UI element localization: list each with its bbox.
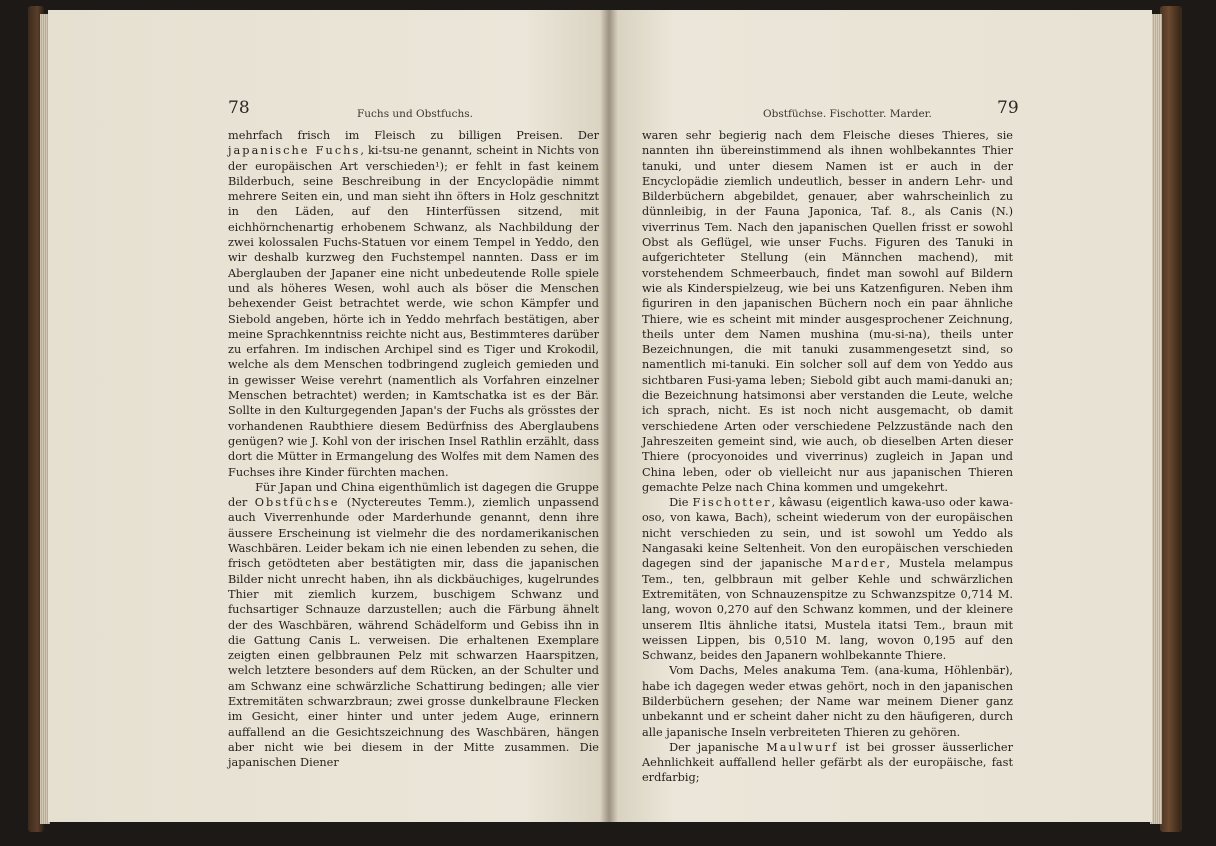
book-gutter — [600, 10, 618, 822]
text-run: Die — [669, 496, 693, 510]
text-run: ist bei grosser äusserlicher Aehnlichkeit auffallend heller gefärbt als der europäische, fast erdfarbig; — [642, 740, 1013, 785]
text-run: Für Japan und China eigenthümlich ist dagegen die Gruppe der — [228, 480, 599, 510]
text-run: waren sehr begierig nach dem Fleische dieses Thieres, sie nannten ihn übereinstimmend als ihnen wohlbekanntes Thier tanuki, und unter diesem Namen ist er auch in der Encyclopädie ziemlich undeutlich, besser in andern Lehr- und Bilderbüchern abgebildet, genauer, aber wahrscheinlich zu dünnleibig, in der Fauna Japonica, Taf. 8., als Canis (N.) viverrinus Tem. Nach den japanischen Quellen frisst er sowohl Obst als Geflügel, wie unser Fuchs. Figuren des Tanuki in aufgerichteter Stellung (ein Männchen machend), mit vorstehendem Schmeerbauch, findet man sowohl auf Bildern wie als Kinderspielzeug, wie bei uns Katzenfiguren. Neben ihm figuriren in den japanischen Büchern noch ein paar ähnliche Thiere, wie es scheint mit minder ausgesprochener Zeichnung, theils unter dem Namen mushina (mu-si-na), theils unter Bezeichnungen, die mit tanuki zusammengesetzt sind, so namentlich mi-tanuki. Ein solcher soll auf dem von Yeddo aus sichtbaren Fusi-yama leben; Siebold gibt auch mami-danuki an; die Bezeichnung hatsimonsi aber verstanden die Leute, welche ich sprach, nicht. Es ist noch nicht ausgemacht, ob damit verschiedene Arten oder verschiedene Pelzzustände nach den Jahreszeiten gemeint sind, wie auch, ob dieselben Arten dieser Thiere (procyonoides und viverrinus) zugleich in Japan und China leben, oder ob vielleicht nur aus japanischen Thieren gemachte Pelze nach China kommen und umgekehrt. — [642, 129, 1013, 494]
text-run: , Mustela melampus Tem., ten, gelbbraun mit gelber Kehle und schwärzlichen Extremitäten, von Schnauzenspitze zu Schwanzspitze 0,714 M. lang, wovon 0,270 auf den Schwanz kommen, und der kleinere unserem Iltis ähnliche itatsi, Mustela itatsi Tem., braun mit weissen Lippen, bis 0,510 M. lang, wovon 0,195 auf den Schwanz, beides den Japanern wohlbekannte Thiere. — [642, 557, 1013, 663]
text-run: (Nyctereutes Temm.), ziemlich unpassend auch Viverrenhunde oder Marderhunde genannt, denn ihre äussere Erscheinung ist vielmehr die des nordamerikanischen Waschbären. Leider bekam ich nie einen lebenden zu sehen, die frisch getödteten aber bestätigten mir, dass die japanischen Bilder nicht unrecht haben, ihn als dickbäuchiges, kugelrundes Thier mit ziemlich kurzem, buschigem Schwanz und fuchsartiger Schnauze darzustellen; auch die Färbung ähnelt der des Waschbären, während Schädelform und Gebiss ihn in die Gattung Canis L. verweisen. Die erhaltenen Exemplare zeigten einen gelbbraunen Pelz mit schwarzen Haarspitzen, welch letztere besonders auf dem Rücken, an der Schulter und am Schwanz eine schwärzliche Schattirung bedingen; alle vier Extremitäten schwarzbraun; zwei grosse dunkelbraune Flecken im Gesicht, einer hinter und unter jedem Auge, erinnern auffallend an die Gesichtszeichnung des Waschbären, hängen aber nicht wie bei diesem in der Mitte zusammen. Die japanischen Diener — [228, 496, 599, 770]
paragraph — [642, 495, 1013, 663]
spaced-term: Marder — [831, 557, 887, 571]
right-running-head: Obstfüchse. Fischotter. Marder. — [763, 108, 932, 120]
book-cover-right — [1160, 6, 1182, 832]
text-run: , kâwasu (eigentlich kawa-uso oder kawa-oso, von kawa, Bach), scheint wiederum von der europäischen nicht verschieden zu sein, und ist sowohl um Yeddo als Nangasaki keine Seltenheit. Von den europäischen verschieden dagegen sind der japanische — [642, 496, 1014, 571]
left-page-number: 78 — [228, 98, 250, 118]
left-running-head: Fuchs und Obstfuchs. — [357, 108, 473, 120]
left-page-text — [228, 128, 599, 770]
text-run: Vom Dachs, Meles anakuma Tem. (ana-kuma, Höhlenbär), habe ich dagegen weder etwas gehört, noch in den japanischen Bilderbüchern gesehen; der Name war meinem Diener ganz unbekannt und er scheint daher nicht zu den häufigeren, durch alle japanische Inseln verbreiteten Thieren zu gehören. — [642, 664, 1013, 739]
paragraph — [642, 128, 1013, 495]
spaced-term: Obstfüchse — [254, 496, 340, 510]
text-run: Der japanische — [669, 740, 767, 754]
paragraph — [228, 128, 599, 480]
spaced-term: Maulwurf — [766, 740, 839, 754]
right-page-text — [642, 128, 1013, 786]
spaced-term: Fischotter — [692, 496, 772, 510]
right-page-number: 79 — [997, 98, 1019, 118]
paragraph — [228, 480, 599, 771]
text-run: mehrfach frisch im Fleisch zu billigen Preisen. Der — [228, 129, 599, 142]
text-run: , ki-tsu-ne genannt, scheint in Nichts von der europäischen Art verschieden¹); er fehlt in fast keinem Bilderbuch, seine Beschreibung in der Encyclopädie nimmt mehrere Seiten ein, und man sieht ihn öfters in Holz geschnitzt in den Läden, auf den Hinterfüssen sitzend, mit eichhörnchenartig erhobenem Schwanz, als Nachbildung der zwei kolossalen Fuchs-Statuen vor einem Tempel in Yeddo, den wir deshalb kurzweg den Fuchstempel nannten. Dass er im Aberglauben der Japaner eine nicht unbedeutende Rolle spiele und als höheres Wesen, wohl auch als böser die Menschen behexender Geist betrachtet werde, wie schon Kämpfer und Siebold angeben, hörte ich in Yeddo mehrfach bestätigen, aber meine Sprachkenntniss reichte nicht aus, Bestimmteres darüber zu erfahren. Im indischen Archipel sind es Tiger und Krokodil, welche als dem Menschen todbringend zugleich gemieden und in gewisser Weise verehrt (namentlich als Vorfahren einzelner Menschen betrachtet) werden; in Kamtschatka ist es der Bär. Sollte in den Kulturgegenden Japan's der Fuchs als grösstes der vorhandenen Raubthiere diesem Bedürfniss des Aberglaubens genügen? wie J. Kohl von der irischen Insel Rathlin erzählt, dass dort die Mütter in Ermangelung des Wolfes mit dem Namen des Fuchses ihre Kinder fürchten machen. — [228, 144, 600, 479]
paragraph — [642, 663, 1013, 739]
paragraph — [642, 740, 1013, 786]
spaced-term: japanische Fuchs — [228, 144, 361, 158]
